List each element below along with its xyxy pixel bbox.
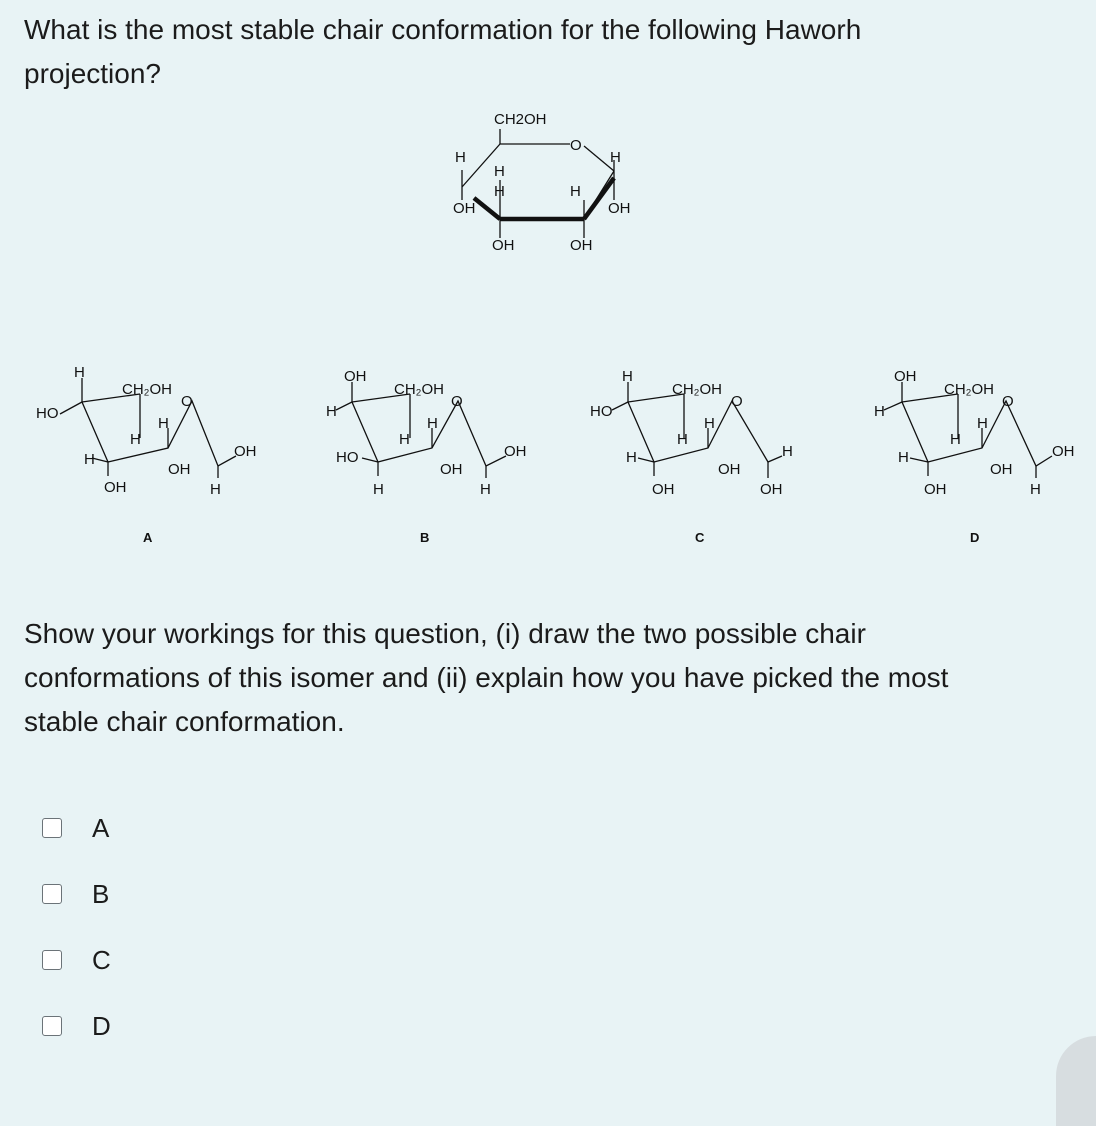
svg-text:OH: OH: [894, 368, 917, 385]
svg-text:H: H: [74, 364, 85, 381]
svg-text:HO: HO: [590, 403, 613, 420]
question-line-2: projection?: [24, 58, 161, 89]
oh-c3-label: OH: [492, 237, 515, 254]
svg-text:H: H: [480, 481, 491, 498]
svg-text:H: H: [677, 431, 688, 448]
h-c3-up-label: H: [494, 163, 505, 180]
svg-text:H: H: [84, 451, 95, 468]
svg-text:H: H: [898, 449, 909, 466]
option-b-label: B: [92, 878, 110, 909]
option-b-checkbox[interactable]: [42, 884, 62, 904]
svg-text:OH: OH: [760, 481, 783, 498]
option-d[interactable]: [42, 993, 111, 1059]
chair-b-letter: B: [420, 530, 430, 545]
svg-text:O: O: [451, 393, 463, 410]
svg-text:H: H: [977, 415, 988, 432]
answer-options: [42, 795, 111, 1059]
svg-text:H: H: [373, 481, 384, 498]
ch2oh-label: CH2OH: [494, 111, 547, 128]
h-c3-label: H: [494, 183, 505, 200]
svg-text:HO: HO: [36, 405, 59, 422]
svg-text:OH: OH: [440, 461, 463, 478]
option-d-label: D: [92, 1010, 111, 1041]
svg-text:HO: HO: [336, 449, 359, 466]
instructions-text: [24, 612, 1074, 744]
svg-text:H: H: [626, 449, 637, 466]
question-line-1: What is the most stable chair conformation for the following Haworh: [24, 14, 862, 45]
svg-text:OH: OH: [344, 368, 367, 385]
svg-text:H: H: [1030, 481, 1041, 498]
ring-oxygen-label: O: [570, 137, 582, 154]
chair-c-letter: C: [695, 530, 705, 545]
svg-text:OH: OH: [652, 481, 675, 498]
scroll-corner-widget[interactable]: [1056, 1036, 1096, 1126]
svg-text:OH: OH: [168, 461, 191, 478]
h-c1-label: H: [610, 149, 621, 166]
svg-text:H: H: [399, 431, 410, 448]
svg-text:O: O: [731, 393, 743, 410]
svg-text:H: H: [704, 415, 715, 432]
svg-text:H: H: [950, 431, 961, 448]
instructions-line-2: conformations of this isomer and (ii) explain how you have picked the most: [24, 662, 949, 693]
option-c[interactable]: [42, 927, 111, 993]
instructions-line-3: stable chair conformation.: [24, 706, 345, 737]
chair-c: [590, 368, 793, 545]
svg-text:CH₂OH: CH₂OH: [122, 381, 172, 398]
svg-text:CH₂OH: CH₂OH: [944, 381, 994, 398]
svg-text:H: H: [427, 415, 438, 432]
svg-text:OH: OH: [924, 481, 947, 498]
svg-text:H: H: [158, 415, 169, 432]
haworth-projection: [453, 111, 631, 254]
svg-text:OH: OH: [234, 443, 257, 460]
option-c-label: C: [92, 944, 111, 975]
h-c2-label: H: [570, 183, 581, 200]
option-d-checkbox[interactable]: [42, 1016, 62, 1036]
oh-c4-label: OH: [453, 200, 476, 217]
svg-text:H: H: [622, 368, 633, 385]
svg-text:H: H: [782, 443, 793, 460]
svg-text:CH₂OH: CH₂OH: [672, 381, 722, 398]
svg-text:O: O: [1002, 393, 1014, 410]
h-c5-label: H: [455, 149, 466, 166]
option-a-label: A: [92, 812, 110, 843]
svg-text:O: O: [181, 393, 193, 410]
svg-text:H: H: [130, 431, 141, 448]
svg-text:H: H: [326, 403, 337, 420]
chair-a-letter: A: [143, 530, 153, 545]
svg-text:OH: OH: [990, 461, 1013, 478]
oh-c1-label: OH: [608, 200, 631, 217]
instructions-line-1: Show your workings for this question, (i) draw the two possible chair: [24, 618, 866, 649]
option-b[interactable]: [42, 861, 111, 927]
option-c-checkbox[interactable]: [42, 950, 62, 970]
svg-text:CH₂OH: CH₂OH: [394, 381, 444, 398]
svg-text:H: H: [874, 403, 885, 420]
oh-c2-label: OH: [570, 237, 593, 254]
svg-text:OH: OH: [504, 443, 527, 460]
option-a[interactable]: [42, 795, 111, 861]
chair-a: [36, 364, 257, 545]
chair-d: [874, 368, 1075, 545]
option-a-checkbox[interactable]: [42, 818, 62, 838]
chair-b: [326, 368, 527, 545]
chair-d-letter: D: [970, 530, 980, 545]
svg-text:OH: OH: [104, 479, 127, 496]
svg-text:OH: OH: [1052, 443, 1075, 460]
svg-text:H: H: [210, 481, 221, 498]
svg-text:OH: OH: [718, 461, 741, 478]
